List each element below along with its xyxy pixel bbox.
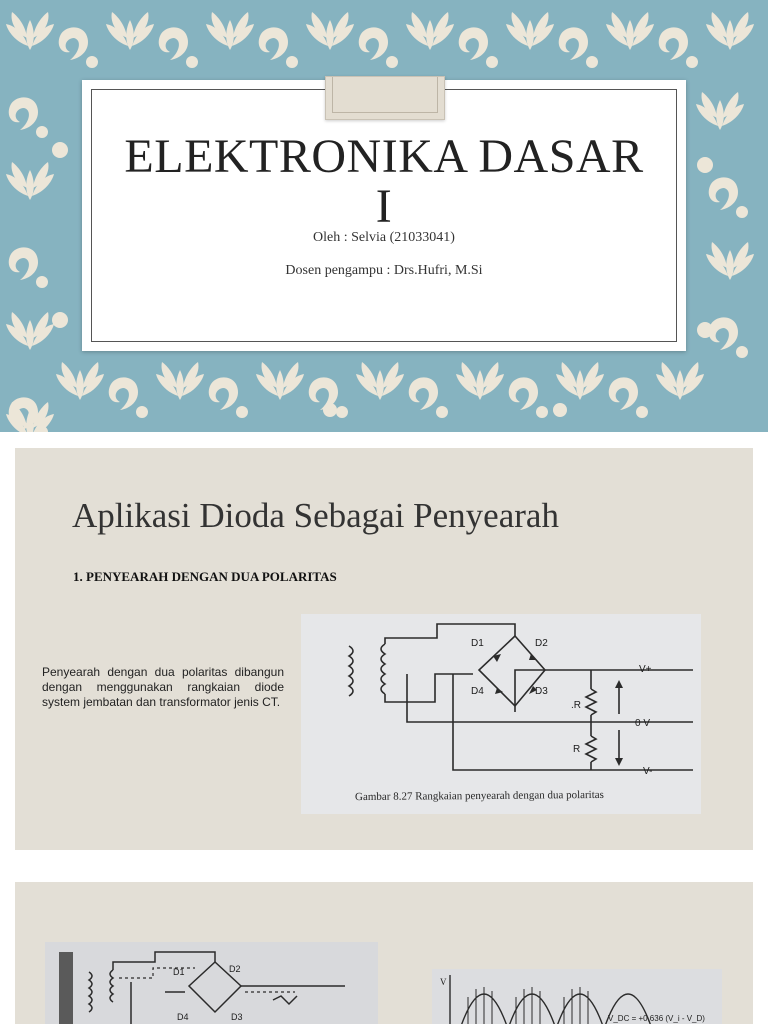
circuit-diagram-left xyxy=(45,942,378,1024)
waveform-photo-right xyxy=(432,969,722,1024)
secondary-coil xyxy=(381,644,385,694)
label-d4: D4 xyxy=(471,686,484,697)
slide-title: Aplikasi Dioda Sebagai Penyearah xyxy=(72,496,559,535)
content-slide-partial xyxy=(15,882,753,1024)
description-paragraph: Penyearah dengan dua polaritas dibangun dengan menggunakan rangkaian diode system jembatan dan transformator jenis CT. xyxy=(42,665,284,709)
author-byline: Oleh : Selvia (21033041) xyxy=(313,230,455,245)
label-vminus: V- xyxy=(643,766,653,777)
figure-caption: Gambar 8.27 Rangkaian penyearah dengan dua polaritas xyxy=(354,788,604,804)
title-line-2: I xyxy=(375,180,393,233)
title-line-1: ELEKTRONIKA DASAR xyxy=(124,130,644,183)
title-card-tab xyxy=(325,76,445,120)
label-d1: D1 xyxy=(471,638,484,649)
circuit-photo-left xyxy=(45,942,378,1024)
label-resistor-1: .R xyxy=(571,700,581,711)
title-card xyxy=(82,80,686,351)
left-label-d2: D2 xyxy=(229,964,241,974)
left-label-d4: D4 xyxy=(177,1012,189,1022)
rectifier-circuit-figure xyxy=(301,614,701,814)
section-heading: 1. PENYEARAH DENGAN DUA POLARITAS xyxy=(73,569,337,584)
lecturer-line: Dosen pengampu : Drs.Hufri, M.Si xyxy=(285,263,483,278)
presentation-title xyxy=(82,132,686,232)
label-vplus: V+ xyxy=(639,664,652,675)
waveform-diagram xyxy=(432,969,722,1024)
waveform-axis-label: V xyxy=(440,977,447,987)
resistor-2 xyxy=(586,736,596,762)
label-zero-volt: 0 V xyxy=(635,718,651,729)
primary-coil xyxy=(349,646,353,696)
label-resistor-2: R xyxy=(573,744,581,755)
label-d2: D2 xyxy=(535,638,548,649)
content-slide-rectifier xyxy=(15,448,753,850)
left-label-d3: D3 xyxy=(231,1012,243,1022)
waveform-formula: V_DC = +0,636 (V_i - V_D) xyxy=(608,1014,705,1023)
label-d3: D3 xyxy=(535,686,548,697)
title-slide xyxy=(0,0,768,432)
resistor-1 xyxy=(586,689,596,715)
left-label-d1: D1 xyxy=(173,967,185,977)
circuit-diagram xyxy=(301,614,701,814)
